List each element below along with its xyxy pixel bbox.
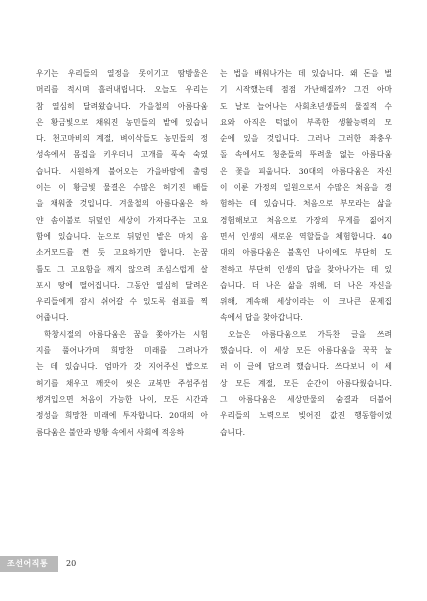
text-line: 머리를 적시며 흘러내립니다. 오늘도 우리는: [36, 85, 208, 95]
text-line: 우리들에게 잠시 쉬어갈 수 있도록 쉼표를 찍: [36, 297, 208, 307]
text-line: 우기는 우리들의 열정을 못이기고 땀방울은: [36, 69, 208, 78]
text-line: 소거모드를 켠 듯 고요하기만 합니다. 논꿈: [36, 248, 208, 258]
text-line: 전하고 부단히 인생의 답을 찾아나가는 데 있: [220, 264, 392, 274]
text-line: 다. 천고마비의 계절, 벼이삭들도 농민들의 정: [36, 134, 208, 144]
text-line: 챙겨입으면 처음이 가능한 나이, 모든 시간과: [36, 394, 208, 404]
text-line: 는 법을 배워나가는 데 있습니다. 왜 돈을 벌: [220, 69, 392, 78]
text-line: 러 이 글에 담으려 했습니다. 쓰다보니 이 세: [220, 362, 392, 372]
text-line: 기 시작했는데 점점 가난해질까? 그건 아마: [220, 85, 392, 95]
text-line: 이 이룬 가정의 일원으로서 수많은 처음을 경: [220, 183, 392, 193]
text-line: 속에서 답을 찾아갑니다.: [220, 313, 303, 323]
text-line: 도 날로 늘어나는 사회초년생들의 물질적 수: [220, 101, 392, 111]
text-line: 경험해보고 처음으로 가장의 무게를 짊어지: [220, 215, 392, 225]
text-line: 습니다.: [220, 427, 246, 437]
text-line: 함에 있습니다. 눈으로 뒤덮인 밭은 마치 음: [36, 231, 208, 241]
text-line: 상 모든 계절, 모든 순간이 아름다웠습니다.: [220, 378, 392, 388]
text-line: 순에 있을 것입니다. 그러나 그러한 좌충우: [220, 134, 392, 144]
text-line: 정성을 희망찬 미래에 투자합니다. 20대의 아: [36, 411, 208, 421]
text-line: 을 채워줄 것입니다. 겨울철의 아름다움은 하: [36, 199, 208, 209]
text-line: 했습니다. 이 세상 모든 아름다움을 꾹꾹 눌: [220, 346, 392, 356]
text-line: 오늘은 아름다움으로 가득찬 글을 쓰려: [228, 329, 392, 339]
text-line: 은 꽃을 피웁니다. 30대의 아름다움은 자신: [220, 166, 392, 176]
text-line: 이는 이 황금빛 물결은 수많은 허기진 배들: [36, 183, 208, 193]
text-line: 지를 풀어나가며 희망찬 미래를 그려나가: [36, 346, 208, 356]
page-footer: [0, 556, 427, 572]
text-line: 은 황금빛으로 채워진 농민들의 밭에 있습니: [36, 117, 208, 127]
text-line: 대의 아름다움은 불혹인 나이에도 부단히 도: [220, 248, 392, 258]
text-line: 성속에서 몸집을 키우더니 고개를 푹숙 숙였: [36, 150, 208, 160]
text-line: 포시 땅에 떨어집니다. 그동안 열심히 달려온: [36, 280, 208, 290]
text-line: 면서 인생의 새로운 역할들을 체험합니다. 40: [220, 231, 392, 241]
text-line: 참 열심히 달려왔습니다. 가을철의 아름다움: [36, 101, 208, 111]
text-line: 습니다. 시원하게 불어오는 가을바람에 출렁: [36, 166, 208, 176]
text-line: 그 아름다움은 세상만물의 숨결과 더불어: [220, 394, 392, 404]
text-line: 우리들의 노력으로 빚어진 값진 행동함이었: [220, 411, 392, 421]
text-line: 허기를 채우고 깨끗이 씻은 교복만 주섬주섬: [36, 378, 208, 388]
page-number: 20: [66, 559, 77, 568]
magazine-title: 조선어직통: [7, 559, 49, 568]
text-line: 틀도 그 고요함을 깨지 않으려 조심스럽게 살: [36, 264, 208, 274]
text-line: 위해, 계속해 세상이라는 이 크나큰 문제집: [220, 297, 392, 307]
text-line: 어줍니다.: [36, 313, 69, 323]
text-line: 요와 아직은 턱없이 부족한 생활능력의 모: [220, 117, 392, 127]
text-line: 습니다. 더 나은 삶을 위해, 더 나은 자신을: [220, 280, 392, 290]
text-line: 돌 속에서도 청춘들의 뚜려울 없는 아름다움: [220, 150, 392, 160]
text-line: 는 데 있습니다. 엄마가 갓 지어주신 밥으로: [36, 362, 208, 372]
text-line: 름다움은 불안과 방황 속에서 사회에 적응하: [36, 427, 185, 437]
text-line: 험하는 데 있습니다. 처음으로 부모라는 삶을: [220, 199, 392, 209]
right-column: [220, 66, 392, 441]
text-line: 학창시절의 아름다움은 꿈을 쫓아가는 시험: [44, 329, 208, 339]
text-line: 얀 솜이불로 뒤덮인 세상이 가져다주는 고요: [36, 215, 208, 225]
left-column: [36, 66, 208, 441]
